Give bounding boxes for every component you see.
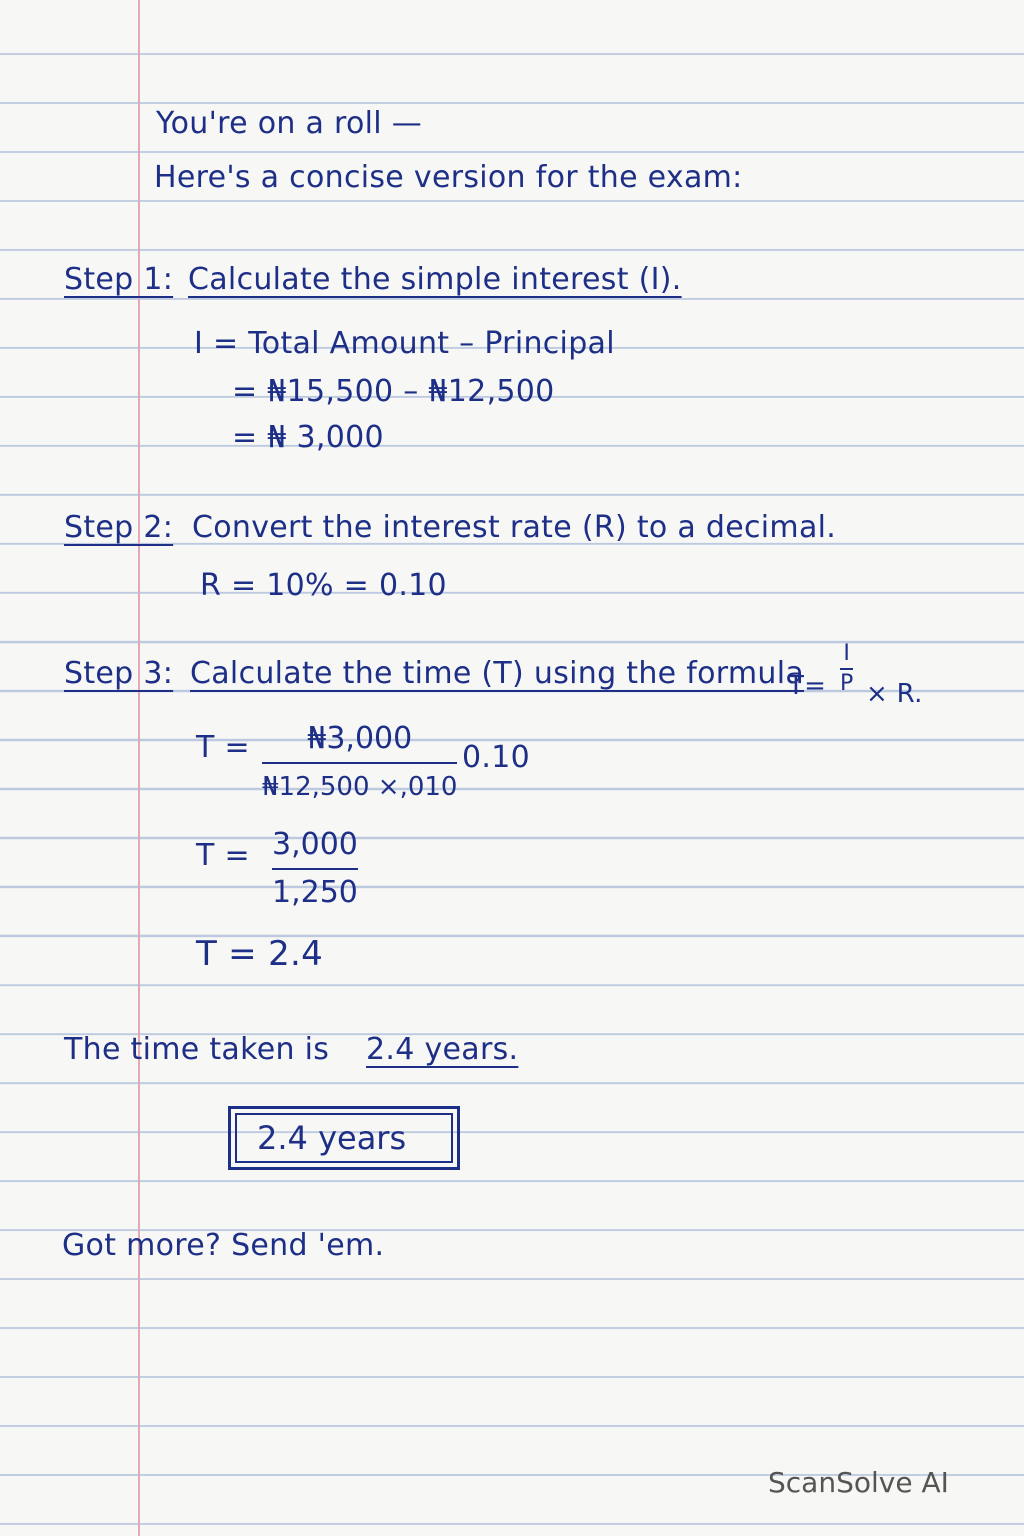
step3-eq2-numerator: 3,000 [272,827,358,862]
step3-eq1-denominator: ₦12,500 ×,010 [262,772,458,802]
step1-line-1: I = Total Amount – Principal [194,326,615,361]
conclusion-value: 2.4 years. [366,1032,519,1067]
step3-formula-lhs: T= [788,671,827,701]
step2-line-1: R = 10% = 0.10 [200,568,447,603]
step1-line-2: = ₦15,500 – ₦12,500 [232,374,555,409]
step2-label: Step 2: [64,510,174,545]
step3-eq1-fraction [262,722,457,804]
step3-formula-numerator: I [843,641,850,666]
step3-formula-tail: × R. [866,679,923,709]
intro-line-2: Here's a concise version for the exam: [154,160,743,195]
outro: Got more? Send 'em. [62,1228,385,1263]
fraction-bar [840,668,853,670]
step1-label: Step 1: [64,262,174,297]
step3-eq3: T = 2.4 [196,934,324,974]
step2-heading: Convert the interest rate (R) to a decimal. [192,510,837,545]
step3-eq2-fraction [272,828,358,910]
step3-eq1-numerator: ₦3,000 [307,721,413,756]
step3-eq2-denominator: 1,250 [272,875,358,910]
answer-box-text: 2.4 years [257,1119,407,1157]
fraction-bar [272,868,358,870]
step3-label: Step 3: [64,656,174,691]
step1-heading: Calculate the simple interest (I). [188,262,682,297]
step1-line-3: = ₦ 3,000 [232,420,384,455]
brand-watermark: ScanSolve AI [768,1466,949,1499]
step3-eq2-lhs: T = [196,838,250,873]
answer-box [228,1106,460,1170]
intro-line-1: You're on a roll — [156,106,423,141]
margin-line [138,0,140,1536]
step3-eq1-lhs: T = [196,730,250,765]
step3-formula-denominator: P [840,671,854,696]
conclusion-prefix: The time taken is [64,1032,330,1067]
step3-eq1-side: 0.10 [462,740,530,775]
fraction-bar [262,762,457,764]
step3-formula-fraction [840,642,853,696]
step3-heading: Calculate the time (T) using the formula [190,656,805,691]
